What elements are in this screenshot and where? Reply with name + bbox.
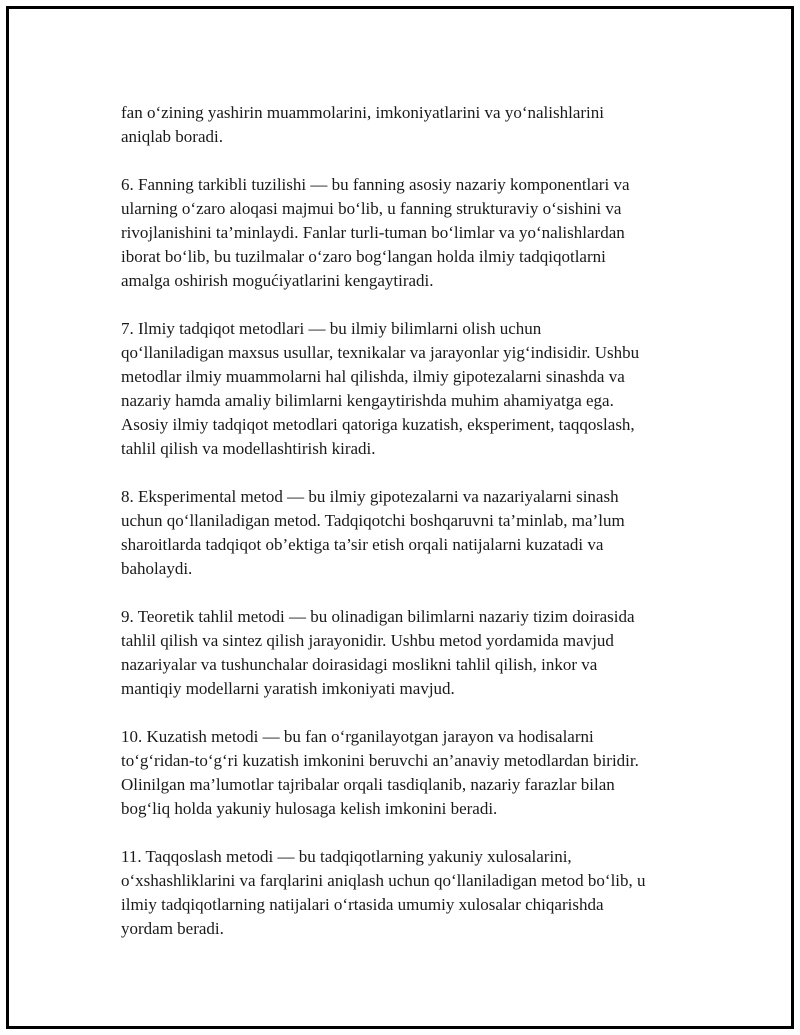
paragraph-6: 6. Fanning tarkibli tuzilishi — bu fanning asosiy nazariy komponentlari va ularning o‘zaro aloqasi majmui bo‘lib, u fanning strukturaviy o‘sishini va rivojlanishini ta’minlaydi. Fanlar turli-tuman bo‘limlar va yo‘nalishlardan iborat bo‘lib, bu tuzilmalar o‘zaro bog‘langan holda ilmiy tadqiqotlarni amalga oshirish mogućiyatlarini kengaytiradi.	[121, 175, 630, 290]
document-body	[121, 101, 711, 965]
paragraph-11: 11. Taqqoslash metodi — bu tadqiqotlarning yakuniy xulosalarini, o‘xshashliklarini va farqlarini aniqlash uchun qo‘llaniladigan metod bo‘lib, u ilmiy tadqiqotlarning natijalari o‘rtasida umumiy xulosalar chiqarishda yordam beradi.	[121, 847, 646, 938]
paragraph-8: 8. Eksperimental metod — bu ilmiy gipotezalarni va nazariyalarni sinash uchun qo‘llaniladigan metod. Tadqiqotchi boshqaruvni ta’minlab, ma’lum sharoitlarda tadqiqot ob’ektiga ta’sir etish orqali natijalarni kuzatadi va baholaydi.	[121, 487, 625, 578]
paragraph-continuation: fan o‘zining yashirin muammolarini, imkoniyatlarini va yo‘nalishlarini aniqlab boradi.	[121, 103, 604, 146]
paragraph-10: 10. Kuzatish metodi — bu fan o‘rganilayotgan jarayon va hodisalarni to‘g‘ridan-to‘g‘ri kuzatish imkonini beruvchi an’anaviy metodlardan biridir. Olinilgan ma’lumotlar tajribalar orqali tasdiqlanib, nazariy farazlar bilan bog‘liq holda yakuniy hulosaga kelish imkonini beradi.	[121, 727, 639, 818]
page-frame	[6, 6, 794, 1029]
paragraph-9: 9. Teoretik tahlil metodi — bu olinadigan bilimlarni nazariy tizim doirasida tahlil qilish va sintez qilish jarayonidir. Ushbu metod yordamida mavjud nazariyalar va tushunchalar doirasidagi moslikni tahlil qilish, inkor va mantiqiy modellarni yaratish imkoniyati mavjud.	[121, 607, 635, 698]
paragraph-7: 7. Ilmiy tadqiqot metodlari — bu ilmiy bilimlarni olish uchun qo‘llaniladigan maxsus usullar, texnikalar va jarayonlar yig‘indisidir. Ushbu metodlar ilmiy muammolarni hal qilishda, ilmiy gipotezalarni sinashda va nazariy hamda amaliy bilimlarni kengaytirishda muhim ahamiyatga ega. Asosiy ilmiy tadqiqot metodlari qatoriga kuzatish, eksperiment, taqqoslash, tahlil qilish va modellashtirish kiradi.	[121, 319, 640, 458]
